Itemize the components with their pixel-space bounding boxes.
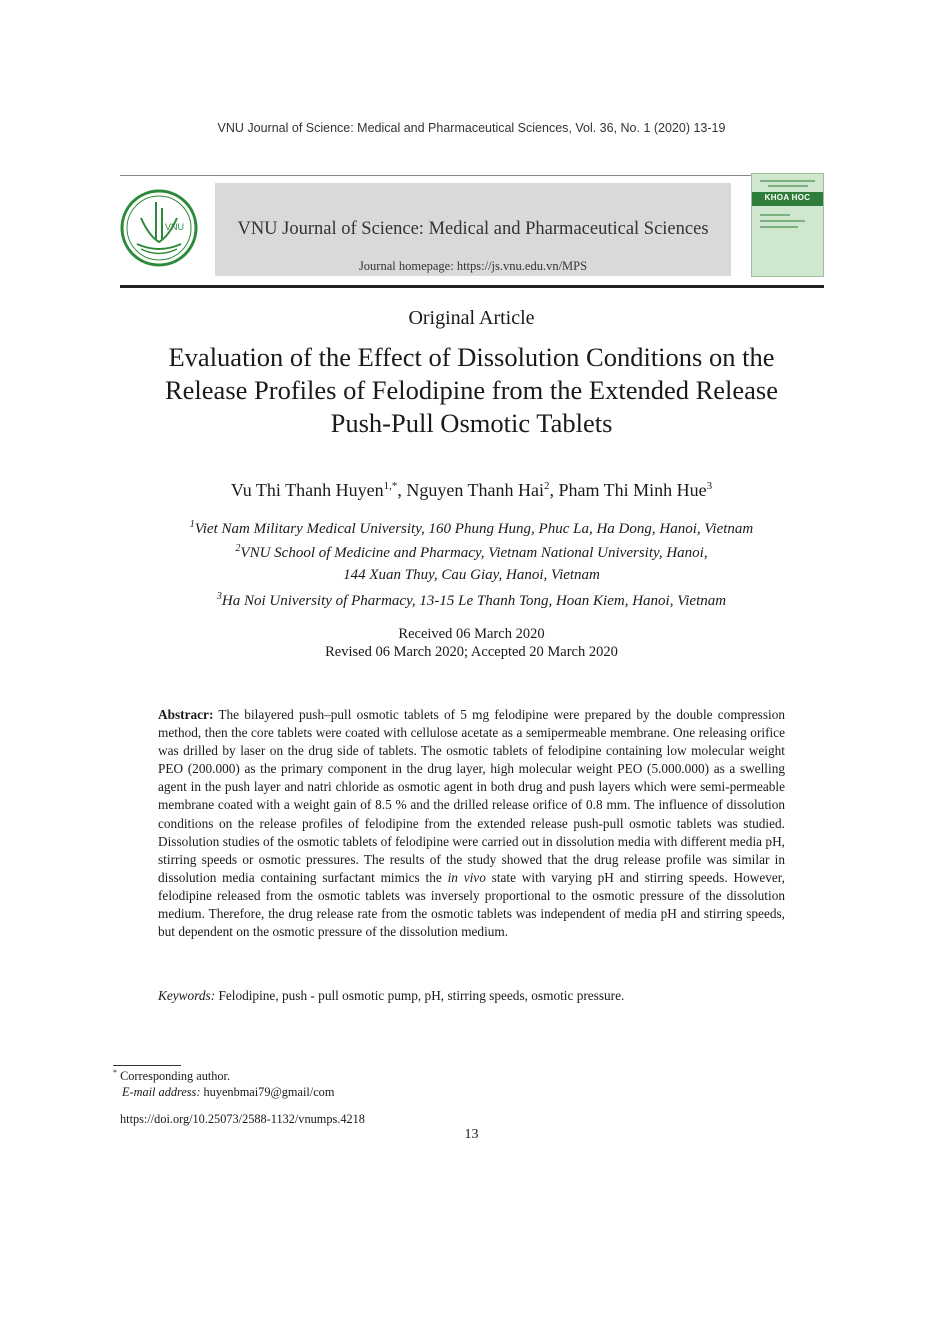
page-number: 13 [464, 1127, 479, 1142]
author-name: Pham Thi Minh Hue [558, 480, 707, 500]
author-name: Vu Thi Thanh Huyen [230, 480, 384, 500]
journal-homepage: Journal homepage: https://js.vnu.edu.vn/MPS [358, 259, 588, 273]
corresponding-author-note: * Corresponding author. [113, 1068, 231, 1084]
title-line: Evaluation of the Effect of Dissolution Conditions on the [168, 342, 775, 372]
affiliation: $^3$Ha Noi University of Pharmacy, 13-15 Le Thanh Tong, Hoan Kiem, Hanoi, Vietnam [216, 591, 727, 609]
abstract-label: Abstracr: [158, 707, 214, 722]
affiliation: $^2$VNU School of Medicine and Pharmacy, Vietnam National University, Hanoi, [235, 543, 708, 561]
abstract: Abstracr: The bilayered push–pull osmotic tablets of 5 mg felodipine were prepared by the double compression method, then the core tablets were coated with cellulose acetate as a semipermeable membrane. One releasing orifice was drilled by laser on the drug side of tablets. The osmotic tablets of felodipine containing low molecular weight PEO (200.000) as the primary component in the drug layer, high molecular weight PEO (5.000.000) as a swelling agent in the push layer and natri chloride as osmotic agent in both drug and push layers which were semi-permeable membrane coated with a weight gain of 8.5 % and the drilled release orifice of 0.8 mm. The influence of dissolution conditions on the release profiles of felodipine from the extended release push-pull osmotic tablets was studied. Dissolution studies of the osmotic tablets of felodipine were carried out in dissolution media with different media pH, stirring speeds or osmotic pressures. The results of the study showed that the drug release profile was similar in dissolution media containing surfactant mimics the in vivo state with varying pH and stirring speeds. However, felodipine released from the osmotic tablets was inversely proportional to the osmotic pressure of the dissolution medium. Therefore, the drug release rate from the osmotic tablets was independent of media pH and stirring speeds, but dependent on the osmotic pressure of the dissolution medium. [158, 707, 785, 940]
masthead-bottom-rule [120, 285, 824, 288]
author-list: Vu Thi Thanh Huyen$^{1,*}$, Nguyen Thanh Hai$^2$, Pham Thi Minh Hue$^3$ [230, 480, 713, 500]
running-head: VNU Journal of Science: Medical and Pharmaceutical Sciences, Vol. 36, No. 1 (2020) 13-19 [217, 121, 726, 135]
affiliation: 144 Xuan Thuy, Cau Giay, Hanoi, Vietnam [343, 567, 600, 583]
revised-accepted-date: Revised 06 March 2020; Accepted 20 March 2020 [325, 644, 618, 660]
masthead-top-rule [120, 175, 824, 176]
author-name: Nguyen Thanh Hai [406, 480, 544, 500]
logo-text: VNU [165, 222, 185, 232]
affiliation: $^1$Viet Nam Military Medical University, 160 Phung Hung, Phuc La, Ha Dong, Hanoi, Vietnam [189, 519, 754, 537]
article-title [90, 341, 853, 440]
author-affiliation-marker: 2 [543, 480, 550, 492]
banner-journal-title: VNU Journal of Science: Medical and Pharmaceutical Sciences [237, 219, 709, 239]
author-affiliation-marker: 3 [706, 480, 713, 492]
doi-link[interactable]: https://doi.org/10.25073/2588-1132/vnumps.4218 [120, 1112, 365, 1126]
keywords-label: Keywords: [158, 988, 216, 1003]
vnu-logo-icon [119, 188, 199, 268]
email-note: E-mail address: huyenbmai79@gmail/com [122, 1085, 335, 1099]
journal-cover-thumbnail [751, 173, 824, 277]
article-type: Original Article [408, 307, 535, 329]
title-line: Push-Pull Osmotic Tablets [330, 408, 613, 438]
journal-banner [215, 183, 731, 276]
cover-title: KHOA HOC [764, 193, 811, 202]
footnote-rule [113, 1065, 181, 1066]
email-address[interactable]: huyenbmai79@gmail/com [200, 1085, 335, 1099]
title-line: Release Profiles of Felodipine from the Extended Release [165, 375, 778, 405]
author-affiliation-marker: 1,* [383, 480, 398, 492]
received-date: Received 06 March 2020 [398, 626, 545, 642]
keywords: Keywords: Felodipine, push - pull osmotic pump, pH, stirring speeds, osmotic pressure. [158, 988, 625, 1003]
